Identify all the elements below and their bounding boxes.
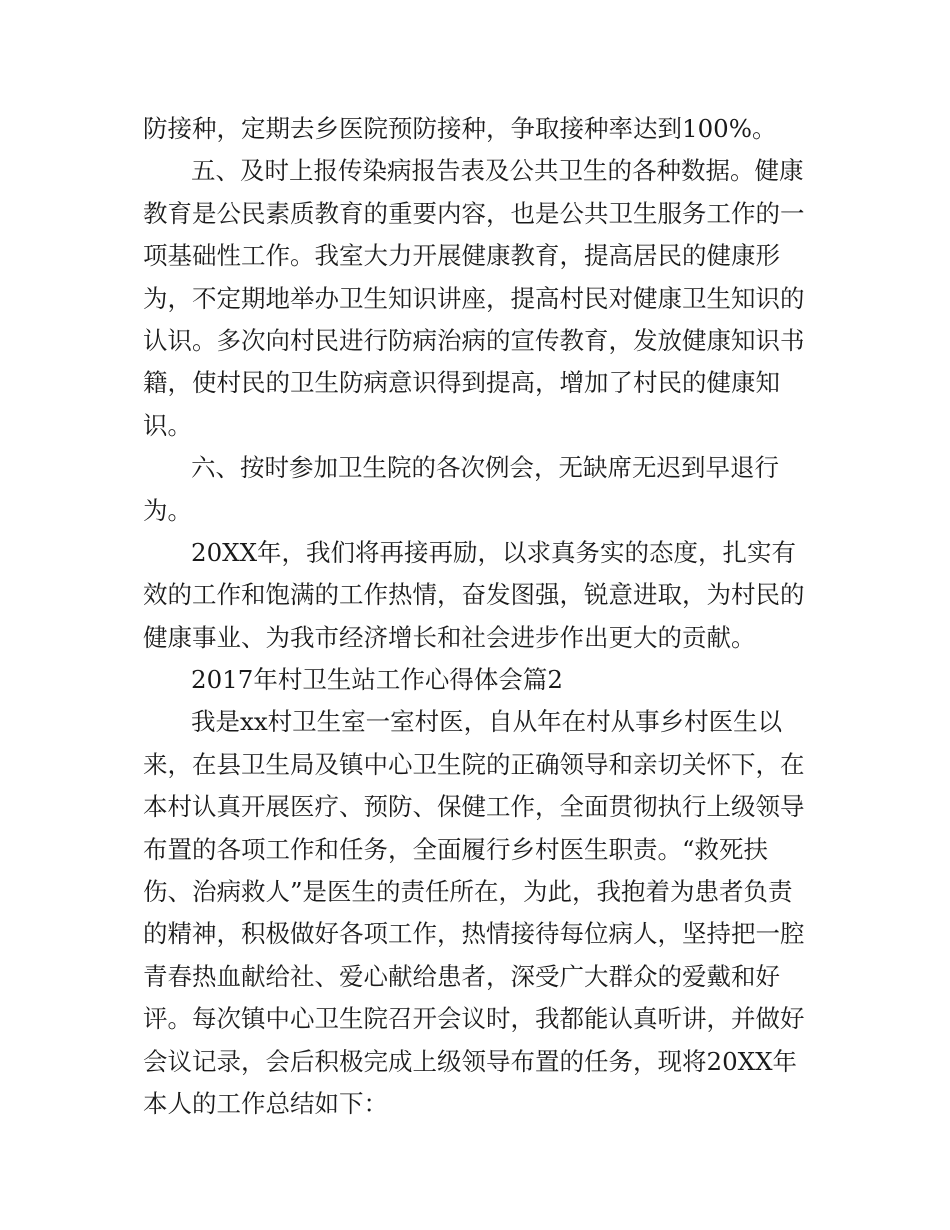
section-heading: 2017年村卫生站工作心得体会篇2 (191, 665, 563, 695)
text-line: 籍，使村民的卫生防病意识得到提高，增加了村民的健康知 (143, 368, 780, 398)
text-line: 教育是公民素质教育的重要内容，也是公共卫生服务工作的一 (143, 198, 805, 228)
text-line: 布置的各项工作和任务，全面履行乡村医生职责。“救死扶 (143, 834, 769, 864)
text-line: 我是xx村卫生室一室村医，自从年在村从事乡村医生以 (191, 707, 783, 737)
text-line: 的精神，积极做好各项工作，热情接待每位病人，坚持把一腔 (143, 919, 805, 949)
text-line: 青春热血献给社、爱心献给患者，深受广大群众的爱戴和好 (143, 961, 780, 991)
text-line: 五、及时上报传染病报告表及公共卫生的各种数据。健康 (191, 156, 804, 186)
text-line: 为，不定期地举办卫生知识讲座，提高村民对健康卫生知识的 (143, 283, 805, 313)
text-line: 来，在县卫生局及镇中心卫生院的正确领导和亲切关怀下，在 (143, 749, 805, 779)
document-body (143, 108, 823, 1125)
text-line: 伤、治病救人”是医生的责任所在，为此，我抱着为患者负责 (143, 877, 793, 907)
text-line: 六、按时参加卫生院的各次例会，无缺席无迟到早退行 (191, 453, 779, 483)
text-line: 项基础性工作。我室大力开展健康教育，提高居民的健康形 (143, 241, 780, 271)
text-line: 健康事业、为我市经济增长和社会进步作出更大的贡献。 (143, 622, 756, 652)
text-line: 防接种，定期去乡医院预防接种，争取接种率达到100%。 (143, 114, 777, 143)
text-line: 会议记录，会后积极完成上级领导布置的任务，现将20XX年 (143, 1046, 798, 1076)
text-line: 为。 (143, 495, 192, 525)
text-line: 评。每次镇中心卫生院召开会议时，我都能认真听讲，并做好 (143, 1004, 805, 1034)
text-line: 20XX年，我们将再接再励，以求真务实的态度，扎实有 (191, 537, 797, 567)
text-line: 本村认真开展医疗、预防、保健工作，全面贯彻执行上级领导 (143, 792, 805, 822)
text-line: 效的工作和饱满的工作热情，奋发图强，锐意进取，为村民的 (143, 580, 805, 610)
text-line: 本人的工作总结如下： (143, 1088, 388, 1118)
text-line: 识。 (143, 410, 192, 440)
text-line: 认识。多次向村民进行防病治病的宣传教育，发放健康知识书 (143, 325, 805, 355)
